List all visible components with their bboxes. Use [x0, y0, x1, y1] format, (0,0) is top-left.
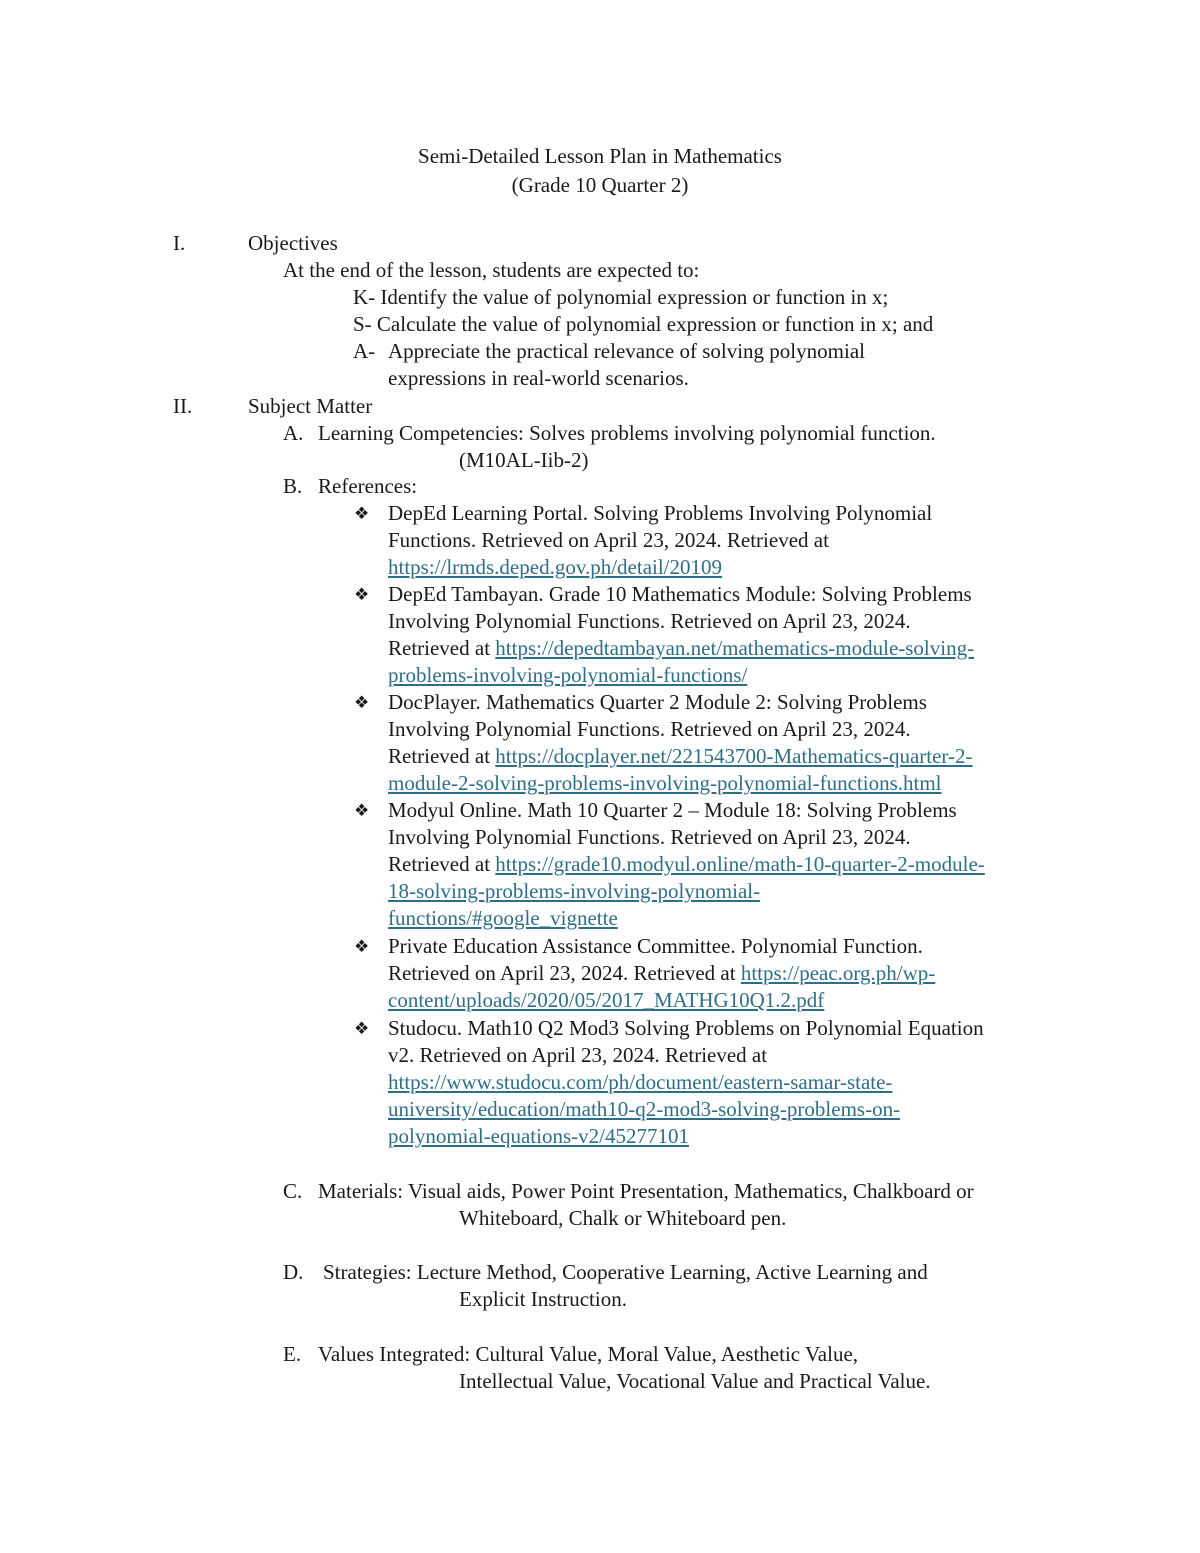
values-line1: Values Integrated: Cultural Value, Moral Value, Aesthetic Value,: [318, 1342, 859, 1366]
reference-2-retrieved-at: Retrieved at: [388, 636, 496, 660]
reference-4-line1: Modyul Online. Math 10 Quarter 2 – Module 18: Solving Problems: [388, 798, 957, 822]
competency-code: (M10AL-Iib-2): [459, 448, 589, 472]
bullet-diamond-icon: ❖: [354, 504, 370, 523]
values-line2: Intellectual Value, Vocational Value and Practical Value.: [459, 1369, 931, 1393]
reference-6-link[interactable]: https://www.studocu.com/ph/document/eastern-samar-state-: [388, 1070, 893, 1094]
reference-4-link[interactable]: https://grade10.modyul.online/math-10-quarter-2-module-: [495, 852, 985, 876]
item-marker-b: B.: [283, 474, 303, 498]
section-numeral-objectives: I.: [173, 231, 186, 255]
references-heading: References:: [318, 474, 418, 498]
reference-4-link-cont2[interactable]: functions/#google_vignette: [388, 906, 618, 930]
objective-knowledge: K- Identify the value of polynomial expression or function in x;: [353, 285, 889, 309]
reference-2-line1: DepEd Tambayan. Grade 10 Mathematics Module: Solving Problems: [388, 582, 972, 606]
reference-2-link-cont[interactable]: problems-involving-polynomial-functions/: [388, 663, 748, 687]
reference-4-retrieved-at: Retrieved at: [388, 852, 496, 876]
reference-4-link-cont[interactable]: 18-solving-problems-involving-polynomial-: [388, 879, 761, 903]
item-marker-d: D.: [283, 1260, 304, 1284]
reference-5-link[interactable]: https://peac.org.ph/wp-: [740, 961, 936, 985]
strategies-line1: Strategies: Lecture Method, Cooperative Learning, Active Learning and: [323, 1260, 928, 1284]
bullet-diamond-icon: ❖: [354, 585, 370, 604]
reference-4-line2: Involving Polynomial Functions. Retrieved on April 23, 2024.: [388, 825, 911, 849]
item-marker-c: C.: [283, 1179, 303, 1203]
item-marker-e: E.: [283, 1342, 302, 1366]
reference-6-line1: Studocu. Math10 Q2 Mod3 Solving Problems on Polynomial Equation: [388, 1016, 984, 1040]
section-numeral-subject-matter: II.: [173, 394, 193, 418]
objective-attitude-line1: Appreciate the practical relevance of solving polynomial: [388, 339, 865, 363]
objective-attitude-marker: A-: [353, 339, 376, 363]
reference-2-link[interactable]: https://depedtambayan.net/mathematics-module-solving-: [495, 636, 975, 660]
reference-1-line2: Functions. Retrieved on April 23, 2024. Retrieved at: [388, 528, 829, 552]
reference-2-line2: Involving Polynomial Functions. Retrieved on April 23, 2024.: [388, 609, 911, 633]
document-title: Semi-Detailed Lesson Plan in Mathematics: [418, 144, 782, 168]
item-marker-a: A.: [283, 421, 304, 445]
bullet-diamond-icon: ❖: [354, 801, 370, 820]
bullet-diamond-icon: ❖: [354, 1019, 370, 1038]
reference-1-line1: DepEd Learning Portal. Solving Problems Involving Polynomial: [388, 501, 933, 525]
learning-competencies: Learning Competencies: Solves problems involving polynomial function.: [318, 421, 936, 445]
section-heading-subject-matter: Subject Matter: [248, 394, 373, 418]
materials-line1: Materials: Visual aids, Power Point Presentation, Mathematics, Chalkboard or: [318, 1179, 974, 1203]
section-heading-objectives: Objectives: [248, 231, 338, 255]
reference-5-link-cont[interactable]: content/uploads/2020/05/2017_MATHG10Q1.2.pdf: [388, 988, 825, 1012]
bullet-diamond-icon: ❖: [354, 693, 370, 712]
reference-3-line1: DocPlayer. Mathematics Quarter 2 Module 2: Solving Problems: [388, 690, 927, 714]
strategies-line2: Explicit Instruction.: [459, 1287, 627, 1311]
objective-attitude-line2: expressions in real-world scenarios.: [388, 366, 689, 390]
objectives-intro: At the end of the lesson, students are expected to:: [283, 258, 700, 282]
reference-5-retrieved: Retrieved on April 23, 2024. Retrieved at: [388, 961, 741, 985]
reference-3-link[interactable]: https://docplayer.net/221543700-Mathematics-quarter-2-: [495, 744, 973, 768]
reference-3-link-cont[interactable]: module-2-solving-problems-involving-polynomial-functions.html: [388, 771, 942, 795]
reference-1-link[interactable]: https://lrmds.deped.gov.ph/detail/20109: [388, 555, 723, 579]
document-subtitle: (Grade 10 Quarter 2): [511, 173, 689, 197]
reference-3-retrieved-at: Retrieved at: [388, 744, 496, 768]
reference-5-line1: Private Education Assistance Committee. Polynomial Function.: [388, 934, 923, 958]
objective-skill: S- Calculate the value of polynomial expression or function in x; and: [353, 312, 934, 336]
reference-3-line2: Involving Polynomial Functions. Retrieved on April 23, 2024.: [388, 717, 911, 741]
bullet-diamond-icon: ❖: [354, 937, 370, 956]
materials-line2: Whiteboard, Chalk or Whiteboard pen.: [459, 1206, 787, 1230]
reference-6-link-cont[interactable]: university/education/math10-q2-mod3-solving-problems-on-: [388, 1097, 901, 1121]
reference-6-link-cont2[interactable]: polynomial-equations-v2/45277101: [388, 1124, 689, 1148]
reference-6-line2: v2. Retrieved on April 23, 2024. Retrieved at: [388, 1043, 768, 1067]
